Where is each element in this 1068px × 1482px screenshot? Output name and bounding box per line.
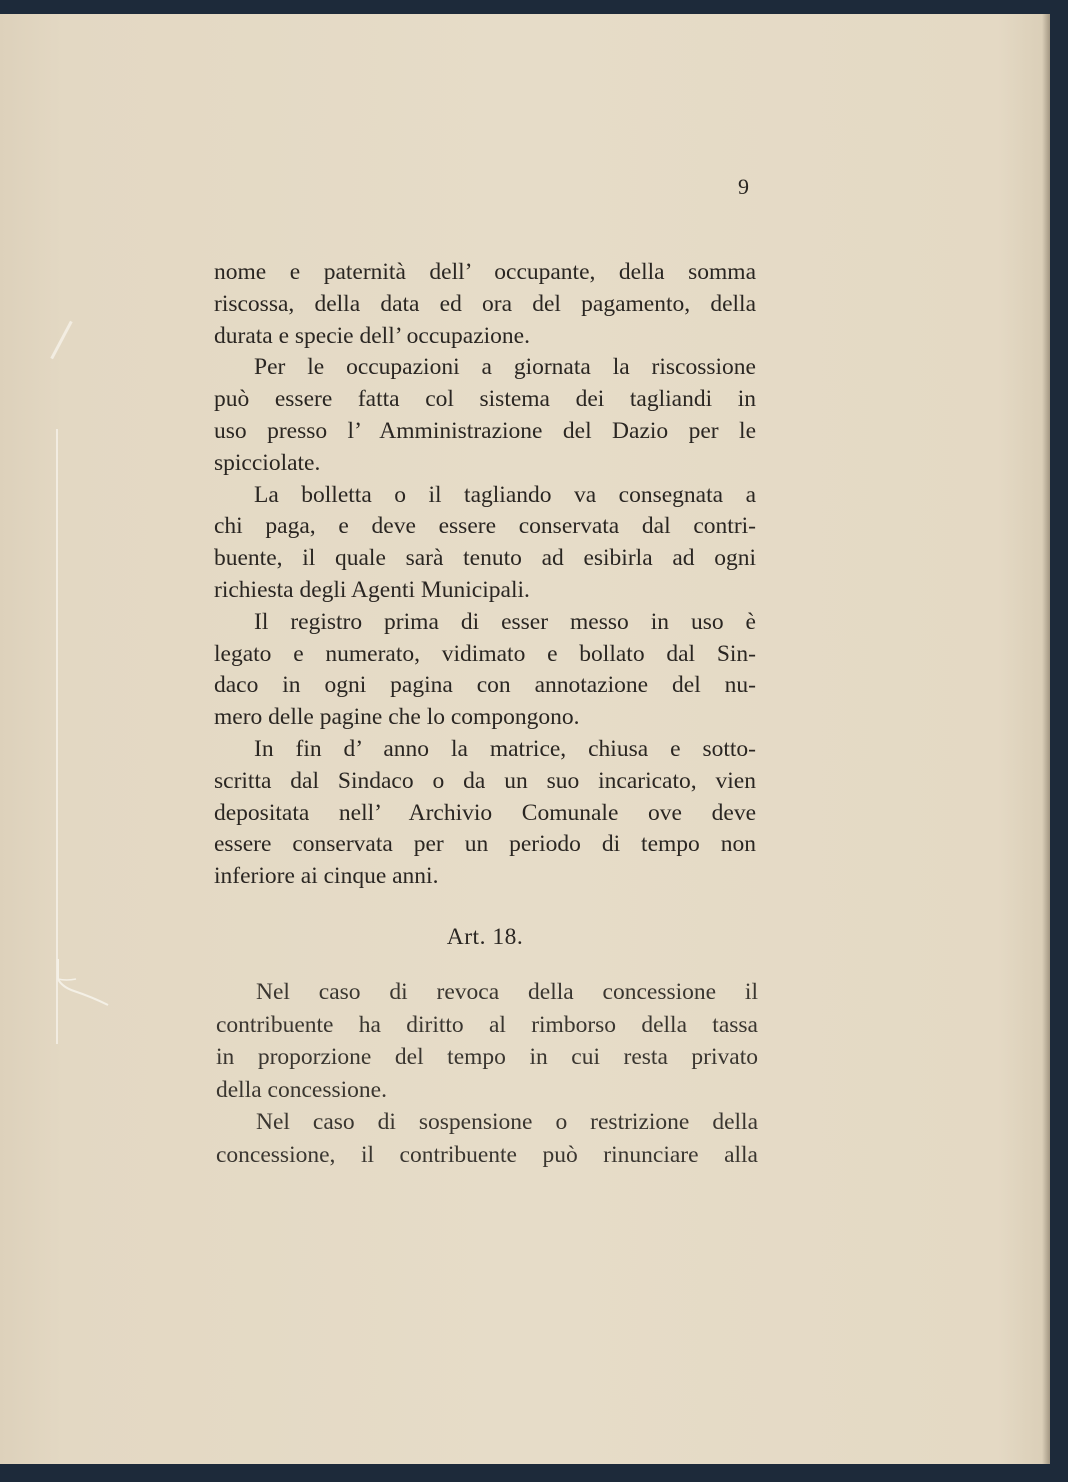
binding-thread-top <box>50 321 72 359</box>
text-line: essere conservata per un periodo di tempo non <box>214 831 756 858</box>
text-line: In fin d’ anno la matrice, chiusa e sotto- <box>254 735 756 762</box>
article-text <box>216 976 758 1171</box>
text-line: inferiore ai cinque anni. <box>214 863 439 890</box>
text-line: daco in ogni pagina con annotazione del nu- <box>214 672 756 699</box>
binding-thread-knot <box>52 959 112 1009</box>
book-page <box>0 14 1050 1464</box>
text-line: Il registro prima di esser messo in uso è <box>254 608 756 635</box>
text-line: mero delle pagine che lo compongono. <box>214 704 580 731</box>
text-line: uso presso l’ Amministrazione del Dazio per le <box>214 417 756 444</box>
text-line: della concessione. <box>216 1076 387 1103</box>
text-line: riscossa, della data ed ora del pagamento, della <box>214 290 756 317</box>
text-line: Per le occupazioni a giornata la riscossione <box>254 354 756 381</box>
text-line: depositata nell’ Archivio Comunale ove deve <box>214 799 756 826</box>
text-line: concessione, il contribuente può rinunciare alla <box>216 1141 758 1168</box>
text-line: richiesta degli Agenti Municipali. <box>214 576 530 603</box>
text-line: Nel caso di sospensione o restrizione della <box>256 1109 758 1135</box>
text-line: buente, il quale sarà tenuto ad esibirla ad ogni <box>214 545 756 572</box>
text-line: può essere fatta col sistema dei tagliandi in <box>214 386 756 413</box>
text-line: legato e numerato, vidimato e bollato dal Sin- <box>214 640 756 667</box>
text-line: spicciolate. <box>214 449 321 476</box>
text-line: chi paga, e deve essere conservata dal contri- <box>214 513 756 540</box>
text-line: Nel caso di revoca della concessione il <box>256 979 758 1005</box>
page-edge-shadow <box>1042 14 1050 1464</box>
article-heading: Art. 18. <box>446 924 524 950</box>
text-line: contribuente ha diritto al rimborso della tassa <box>216 1011 758 1038</box>
text-line: La bolletta o il tagliando va consegnata a <box>254 481 756 508</box>
text-line: nome e paternità dell’ occupante, della somma <box>214 259 756 285</box>
page-number: 9 <box>738 174 749 199</box>
text-line: scritta dal Sindaco o da un suo incaricato, vien <box>214 767 756 794</box>
text-line: in proporzione del tempo in cui resta privato <box>216 1044 758 1070</box>
binding-thread <box>56 429 58 1044</box>
text-line: durata e specie dell’ occupazione. <box>214 322 530 349</box>
body-text <box>214 257 756 893</box>
